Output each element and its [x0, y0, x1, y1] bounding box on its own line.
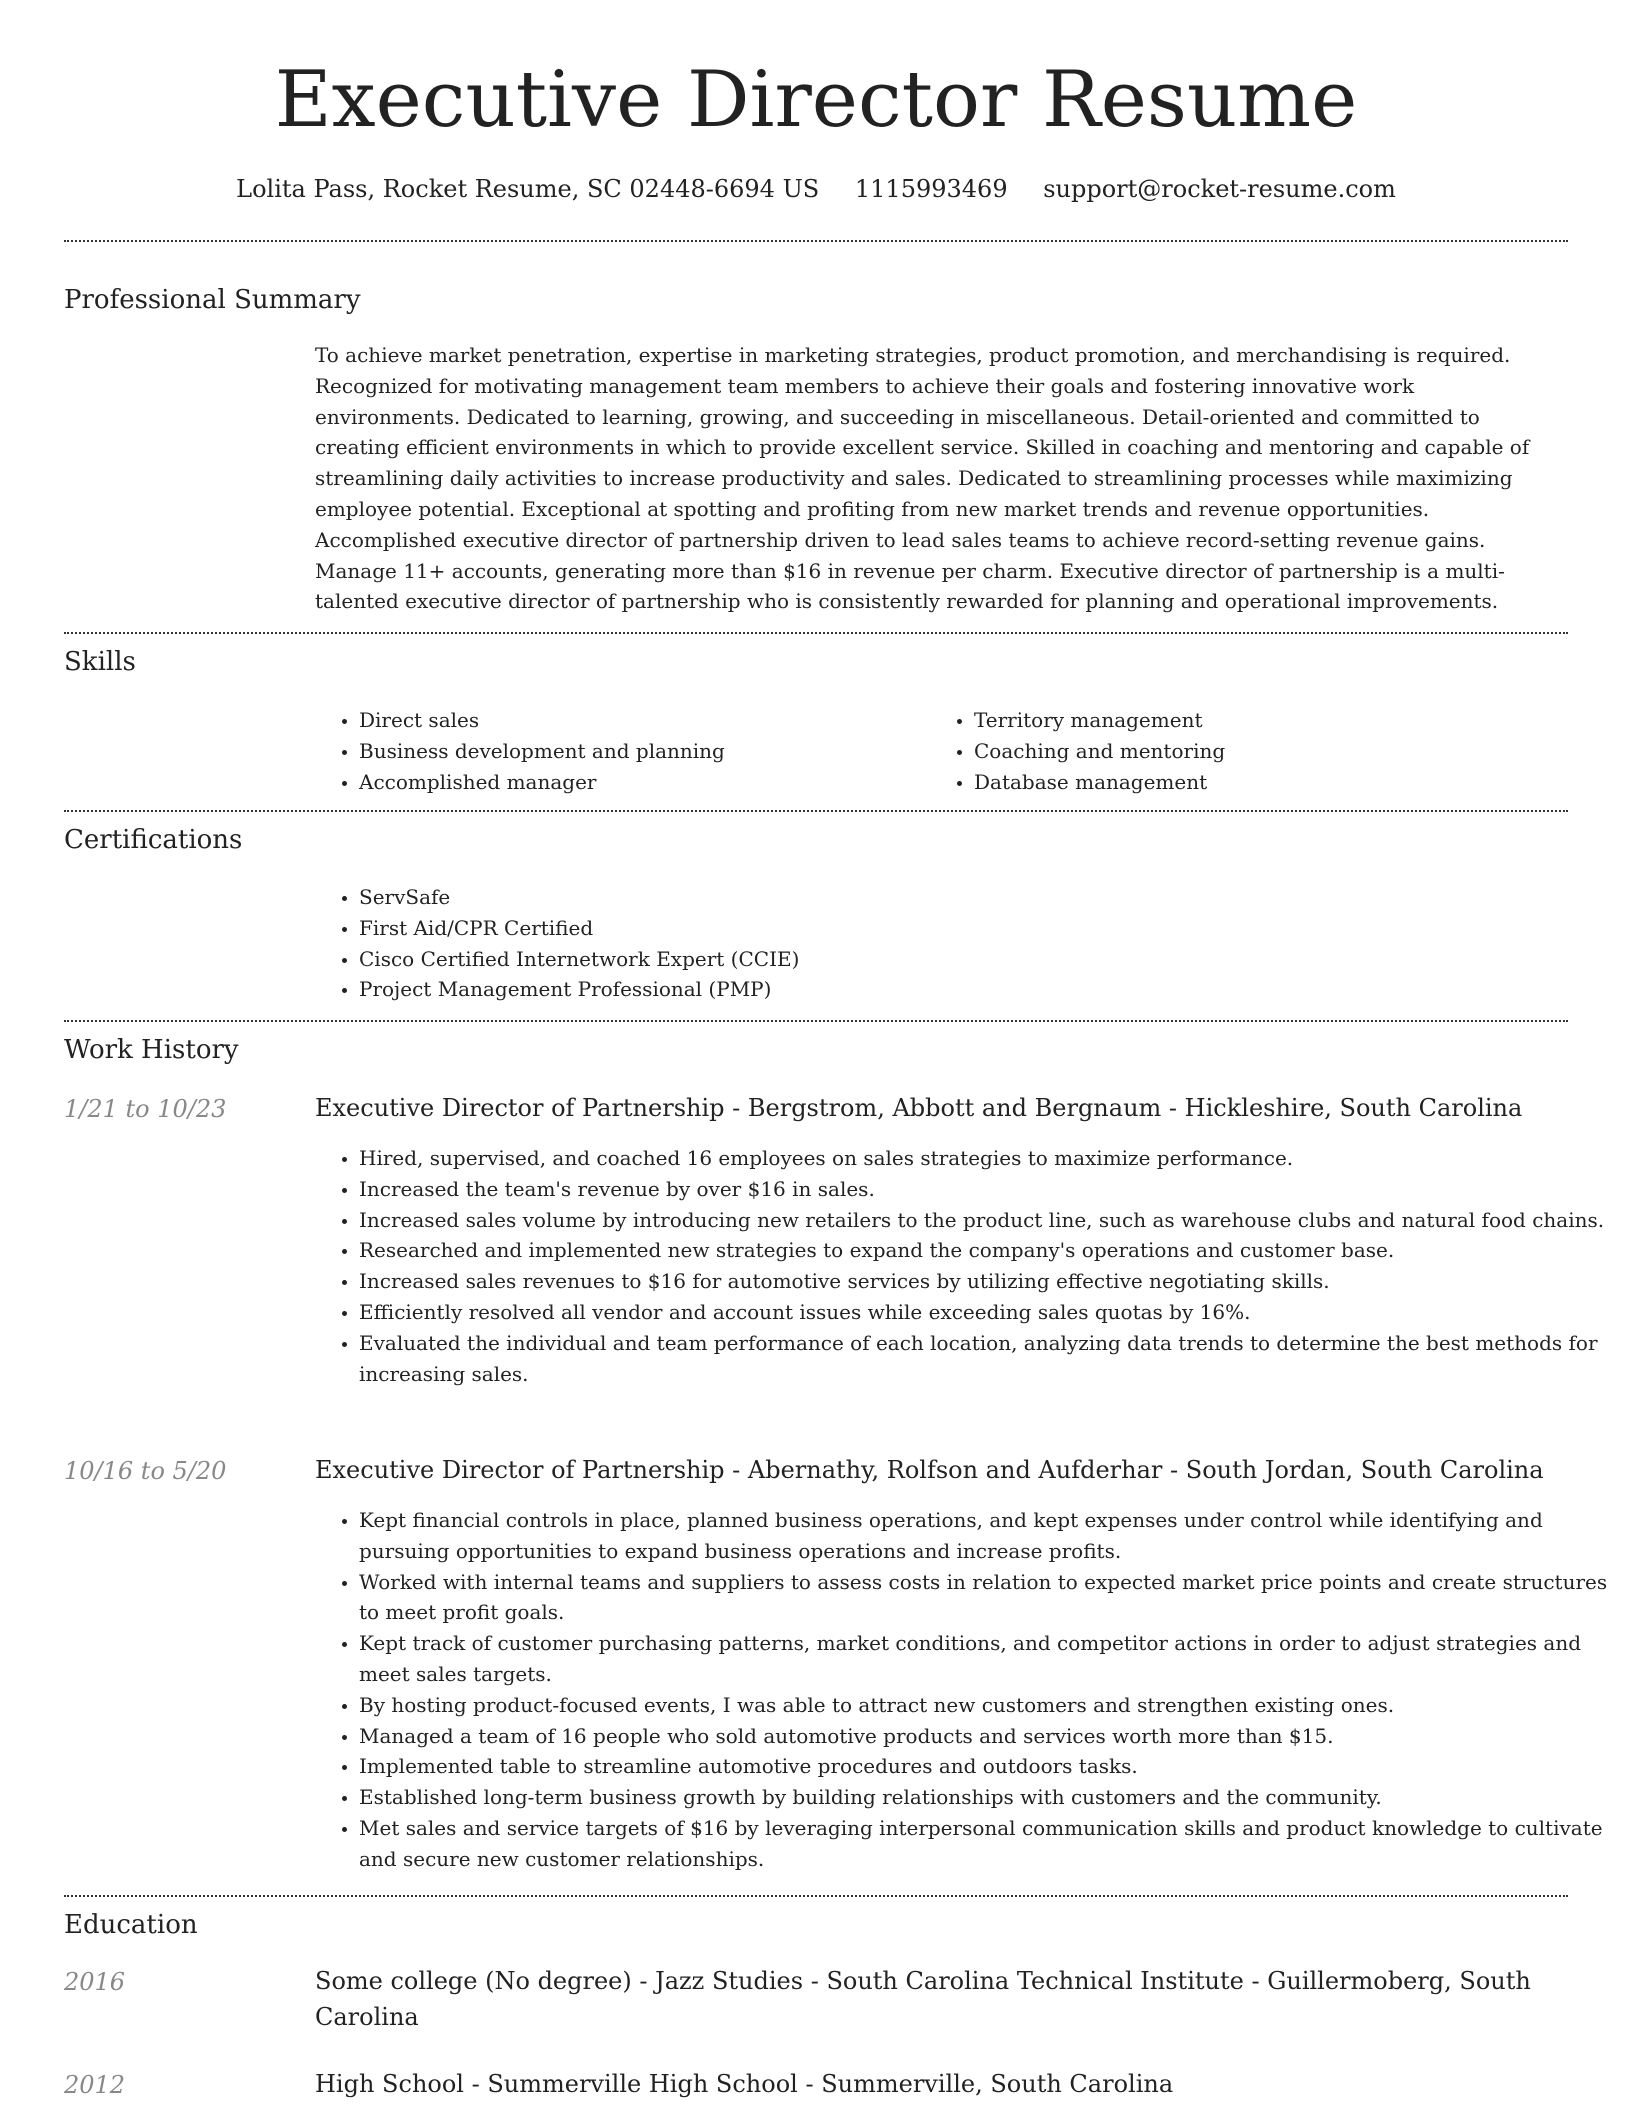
- education-school: Summerville High School: [487, 2070, 798, 2098]
- job-bullet: • By hosting product-focused events, I was able to attract new customers and strengthen existing ones.: [359, 1690, 1609, 1721]
- contact-line: [0, 170, 1632, 208]
- certifications-heading: Certifications: [64, 825, 243, 855]
- education-degree: High School: [315, 2070, 464, 2098]
- job-bullets: [315, 1505, 1609, 1875]
- job-company: Bergstrom, Abbott and Bergnaum: [747, 1094, 1162, 1122]
- contact-email: support@rocket-resume.com: [1043, 175, 1396, 203]
- education-year: 2016: [64, 1968, 126, 1996]
- certification-item: • ServSafe: [359, 882, 1609, 913]
- education-entry: Some college (No degree) - Jazz Studies - South Carolina Technical Institute - Guillermoberg, South Carolina: [315, 1967, 1531, 2031]
- job-bullet: • Increased the team's revenue by over $16 in sales.: [359, 1174, 1609, 1205]
- job-company: Abernathy, Rolfson and Aufderhar: [747, 1456, 1163, 1484]
- job-bullet: • Implemented table to streamline automotive procedures and outdoors tasks.: [359, 1751, 1609, 1782]
- job-bullet: • Worked with internal teams and suppliers to assess costs in relation to expected market price points and create structures to meet profit goals.: [359, 1567, 1609, 1629]
- certification-item: • Cisco Certified Internetwork Expert (CCIE): [359, 944, 1609, 975]
- job-location: South Jordan, South Carolina: [1185, 1456, 1544, 1484]
- skill-item: • Coaching and mentoring: [974, 736, 1534, 767]
- section-divider: [64, 240, 1568, 242]
- skills-heading: Skills: [64, 647, 136, 677]
- certifications-list: [315, 882, 1609, 1005]
- contact-address: Lolita Pass, Rocket Resume, SC 02448-6694 US: [236, 175, 820, 203]
- job-bullet: • Met sales and service targets of $16 by leveraging interpersonal communication skills and product knowledge to cultivate and secure new customer relationships.: [359, 1813, 1609, 1875]
- job-bullets: [315, 1143, 1609, 1389]
- resume-title: Executive Director Resume: [274, 55, 1358, 145]
- job-bullet: • Increased sales volume by introducing new retailers to the product line, such as warehouse clubs and natural food chains.: [359, 1205, 1609, 1236]
- education-degree: Some college (No degree): [315, 1967, 632, 1995]
- job-title: Executive Director of Partnership: [315, 1094, 725, 1122]
- job-bullet: • Kept financial controls in place, planned business operations, and kept expenses under control while identifying and pursuing opportunities to expand business operations and increase profits.: [359, 1505, 1609, 1567]
- skills-list-left: [315, 705, 919, 797]
- education-heading: Education: [64, 1910, 198, 1940]
- job-title: Executive Director of Partnership: [315, 1456, 725, 1484]
- work-history-heading: Work History: [64, 1035, 239, 1065]
- section-divider: [64, 1020, 1568, 1022]
- education-field: Jazz Studies: [655, 1967, 804, 1995]
- skill-item: • Business development and planning: [359, 736, 919, 767]
- section-divider: [64, 1895, 1568, 1897]
- skill-item: • Database management: [974, 767, 1534, 798]
- section-divider: [64, 632, 1568, 634]
- section-divider: [64, 810, 1568, 812]
- job-heading: Executive Director of Partnership - Bergstrom, Abbott and Bergnaum - Hickleshire, South Carolina: [315, 1094, 1523, 1122]
- education-school: South Carolina Technical Institute: [826, 1967, 1244, 1995]
- job-location: Hickleshire, South Carolina: [1184, 1094, 1523, 1122]
- skill-item: • Territory management: [974, 705, 1534, 736]
- summary-heading: Professional Summary: [64, 285, 361, 315]
- summary-text: To achieve market penetration, expertise in marketing strategies, product promotion, and merchandising is required. Recognized for motivating management team members to achieve their goals and fostering innovative work environments. Dedicated to learning, growing, and succeeding in miscellaneous. Detail-oriented and committed to creating efficient environments in which to provide excellent service. Skilled in coaching and mentoring and capable of streamlining daily activities to increase productivity and sales. Dedicated to streamlining processes while maximizing employee potential. Exceptional at spotting and profiting from new market trends and revenue opportunities. Accomplished executive director of partnership driven to lead sales teams to achieve record-setting revenue gains. Manage 11+ accounts, generating more than $16 in revenue per charm. Executive director of partnership is a multi-talented executive director of partnership who is consistently rewarded for planning and operational improvements.: [315, 343, 1530, 614]
- skills-list-right: [930, 705, 1534, 797]
- job-bullet: • Kept track of customer purchasing patterns, market conditions, and competitor actions in order to adjust strategies and meet sales targets.: [359, 1628, 1609, 1690]
- job-bullet: • Managed a team of 16 people who sold automotive products and services worth more than $15.: [359, 1721, 1609, 1752]
- certification-item: • First Aid/CPR Certified: [359, 913, 1609, 944]
- skill-item: • Direct sales: [359, 705, 919, 736]
- certification-item: • Project Management Professional (PMP): [359, 974, 1609, 1005]
- education-location: Guillermoberg, South Carolina: [315, 1967, 1531, 2031]
- job-bullet: • Hired, supervised, and coached 16 employees on sales strategies to maximize performance.: [359, 1143, 1609, 1174]
- education-year: 2012: [64, 2071, 126, 2099]
- contact-phone: 1115993469: [854, 175, 1008, 203]
- job-dates: 10/16 to 5/20: [64, 1457, 227, 1485]
- job-bullet: • Evaluated the individual and team performance of each location, analyzing data trends to determine the best methods for increasing sales.: [359, 1328, 1609, 1390]
- skill-item: • Accomplished manager: [359, 767, 919, 798]
- education-location: Summerville, South Carolina: [821, 2070, 1174, 2098]
- job-bullet: • Researched and implemented new strategies to expand the company's operations and customer base.: [359, 1235, 1609, 1266]
- job-bullet: • Increased sales revenues to $16 for automotive services by utilizing effective negotiating skills.: [359, 1266, 1609, 1297]
- job-dates: 1/21 to 10/23: [64, 1095, 227, 1123]
- job-bullet: • Efficiently resolved all vendor and account issues while exceeding sales quotas by 16%.: [359, 1297, 1609, 1328]
- job-bullet: • Established long-term business growth by building relationships with customers and the community.: [359, 1782, 1609, 1813]
- job-heading: Executive Director of Partnership - Abernathy, Rolfson and Aufderhar - South Jordan, South Carolina: [315, 1456, 1544, 1484]
- education-entry: High School - Summerville High School - Summerville, South Carolina: [315, 2070, 1174, 2098]
